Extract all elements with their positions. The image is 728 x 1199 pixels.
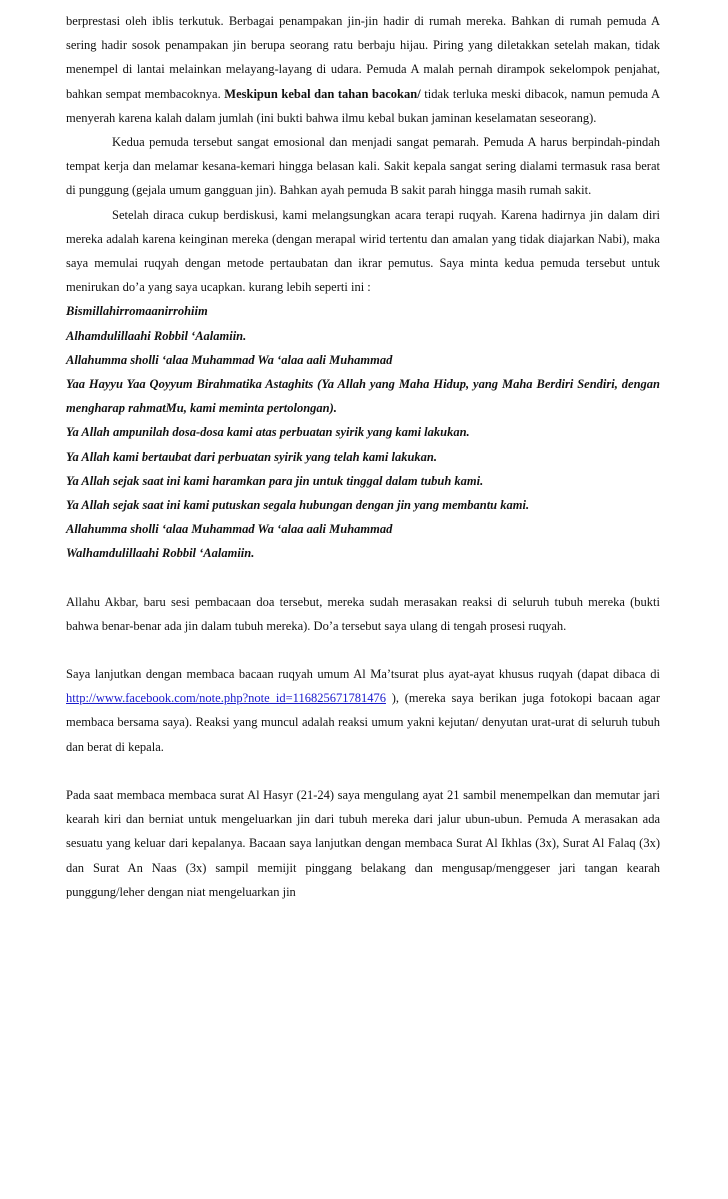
paragraph-4: Allahu Akbar, baru sesi pembacaan doa tersebut, mereka sudah merasakan reaksi di seluruh tubuh mereka (bukti bahwa benar-benar ada jin dalam tubuh mereka). Do’a tersebut saya ulang di tengah prosesi ruqyah.: [66, 594, 660, 633]
prayer-block: [66, 299, 660, 565]
document-body: [66, 9, 660, 904]
prayer-line: Yaa Hayyu Yaa Qoyyum Birahmatika Astaghits (Ya Allah yang Maha Hidup, yang Maha Berdiri Sendiri, dengan mengharap rahmatMu, kami meminta pertolongan).: [66, 377, 660, 416]
paragraph-5: [66, 662, 660, 759]
prayer-line: Ya Allah sejak saat ini kami putuskan segala hubungan dengan jin yang membantu kami.: [66, 498, 530, 513]
paragraph-spacer: [66, 759, 660, 783]
paragraph-6: Pada saat membaca membaca surat Al Hasyr (21-24) saya mengulang ayat 21 sambil menempelkan dan memutar jari kearah kiri dan berniat untuk mengeluarkan jin dari tubuh mereka dari jalur ubun-ubun. Pemuda A merasakan ada sesuatu yang keluar dari kepalanya. Bacaan saya lanjutkan dengan membaca Surat Al Ikhlas (3x), Surat Al Falaq (3x) dan Surat An Naas (3x) sampil memijit pinggang belakang dan mengusap/menggeser jari tangan kearah punggung/leher dengan niat mengeluarkan jin: [66, 787, 660, 899]
paragraph-3: Setelah diraca cukup berdiskusi, kami melangsungkan acara terapi ruqyah. Karena hadirnya jin dalam diri mereka adalah karena keinginan mereka (dengan merapal wirid tertentu dan amalan yang tidak diajarkan Nabi), maka saya memulai ruqyah dengan metode pertaubatan dan ikrar pemutus. Saya minta kedua pemuda tersebut untuk menirukan do’a yang saya ucapkan. kurang lebih seperti ini :: [66, 207, 660, 295]
paragraph-1: [66, 9, 660, 130]
facebook-note-link[interactable]: http://www.facebook.com/note.php?note_id=116825671781476: [66, 691, 386, 706]
paragraph-5-text-a: Saya lanjutkan dengan membaca bacaan ruqyah umum Al Ma’tsurat plus ayat-ayat khusus ruqyah (dapat dibaca di: [66, 667, 660, 682]
prayer-line: Ya Allah sejak saat ini kami haramkan para jin untuk tinggal dalam tubuh kami.: [66, 473, 484, 488]
paragraph-1-text-a: berprestasi oleh iblis terkutuk. Berbagai penampakan jin-jin hadir di rumah mereka. Bahkan di rumah pemuda A sering hadir sosok penampakan jin berupa seorang ratu berbaju hijau. Piring yang diletakkan setelah makan, tidak menempel di lantai melainkan melayang-layang di udara. Pemuda A malah pernah dirampok sekelompok penjahat, bahkan sempat membacoknya.: [66, 14, 660, 101]
paragraph-1-bold-text: Meskipun kebal dan tahan bacokan/: [224, 86, 421, 101]
paragraph-2: Kedua pemuda tersebut sangat emosional dan menjadi sangat pemarah. Pemuda A harus berpindah-pindah tempat kerja dan melamar kesana-kemari hingga belasan kali. Sakit kepala sangat sering dialami termasuk rasa berat di punggung (gejala umum gangguan jin). Bahkan ayah pemuda B sakit parah hingga masih rumah sakit.: [66, 135, 660, 198]
prayer-line: Walhamdulillaahi Robbil ‘Aalamiin.: [66, 546, 255, 561]
prayer-line: Allahumma sholli ‘alaa Muhammad Wa ‘alaa aali Muhammad: [66, 522, 393, 537]
prayer-line: Alhamdulillaahi Robbil ‘Aalamiin.: [66, 328, 247, 343]
paragraph-spacer: [66, 638, 660, 662]
prayer-line: Allahumma sholli ‘alaa Muhammad Wa ‘alaa aali Muhammad: [66, 352, 393, 367]
paragraph-5-text-b: ), (mereka saya berikan juga fotokopi bacaan agar membaca bersama saya). Reaksi yang muncul adalah reaksi umum yakni kejutan/ denyutan urat-urat di seluruh tubuh dan berat di kepala.: [66, 691, 660, 754]
paragraph-spacer: [66, 566, 660, 590]
prayer-line: Ya Allah kami bertaubat dari perbuatan syirik yang telah kami lakukan.: [66, 449, 438, 464]
paragraph-1-text-b: tidak terluka meski dibacok, namun pemuda A menyerah karena kalah dalam jumlah (ini bukti bahwa ilmu kebal bukan jaminan keselamatan seseorang).: [66, 86, 660, 125]
prayer-line: Bismillahirromaanirrohiim: [66, 304, 208, 319]
prayer-line: Ya Allah ampunilah dosa-dosa kami atas perbuatan syirik yang kami lakukan.: [66, 425, 470, 440]
